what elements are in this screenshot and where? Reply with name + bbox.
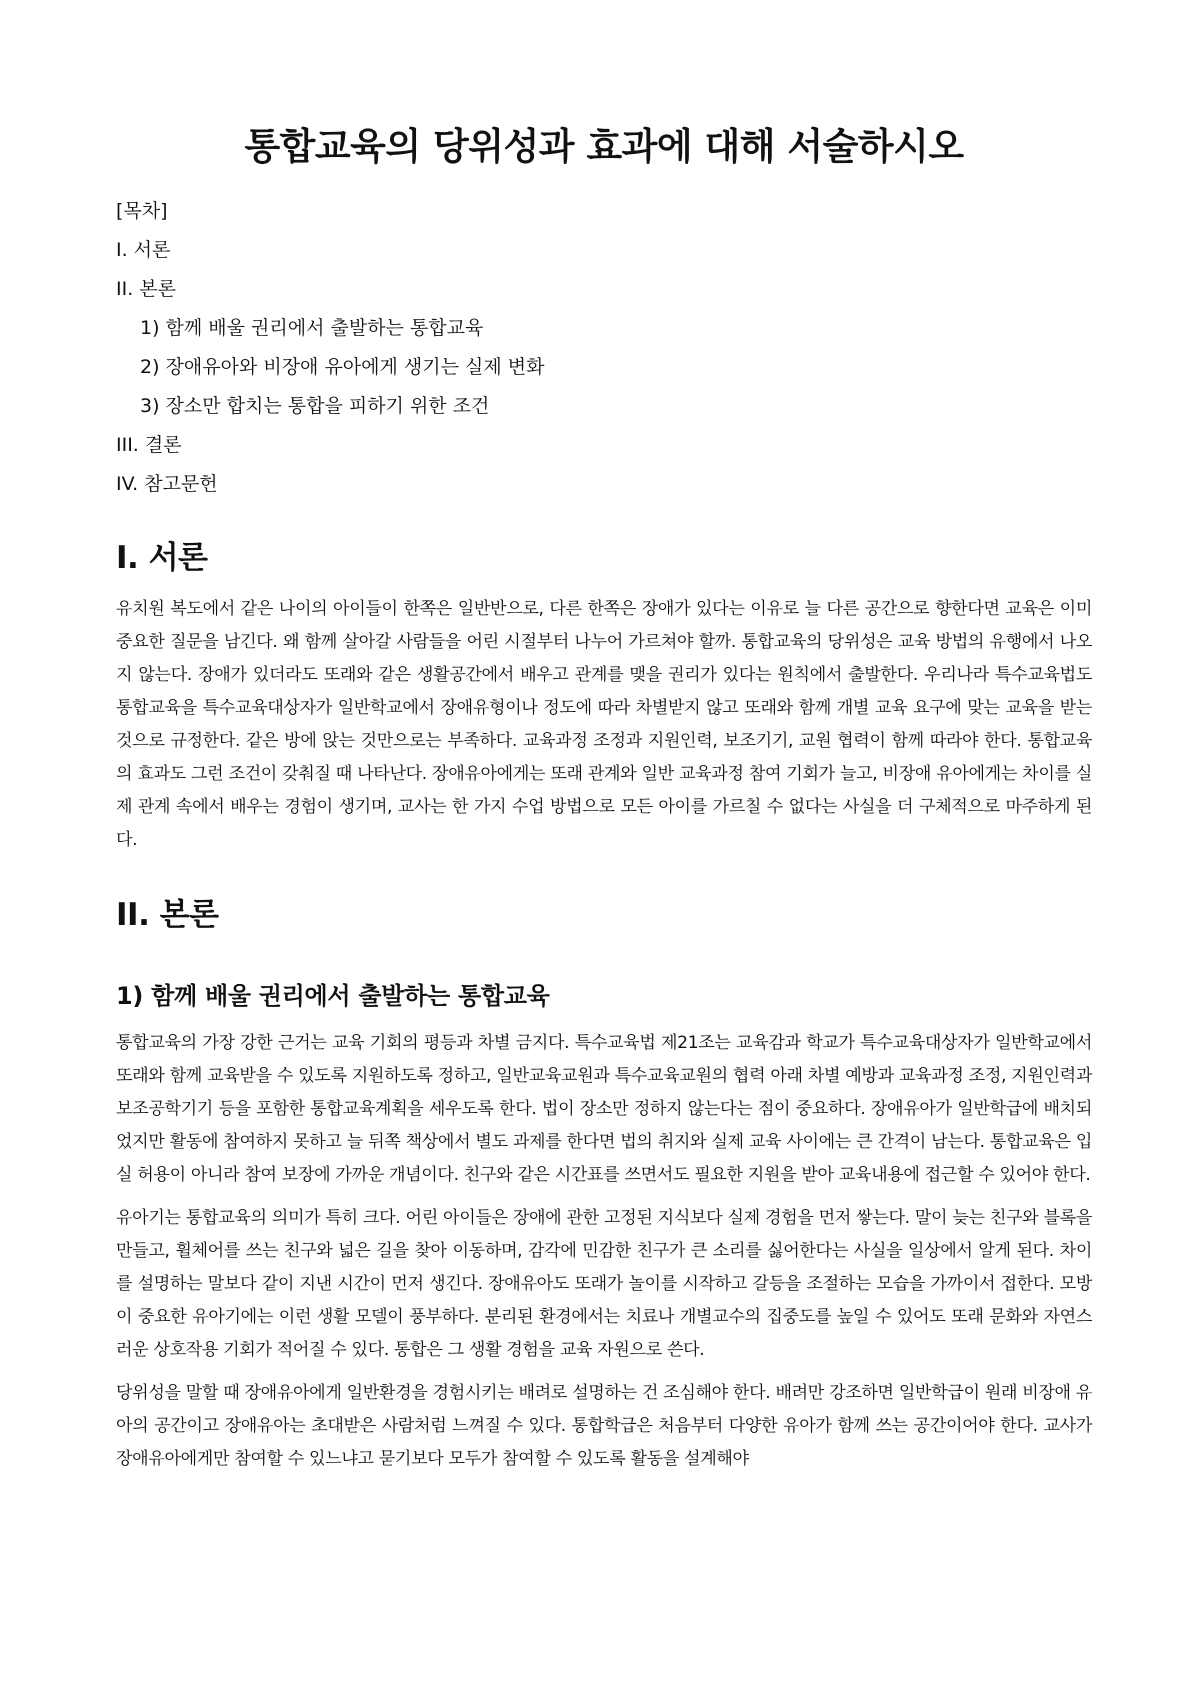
toc-item-body-sub1: 1) 함께 배울 권리에서 출발하는 통합교육 [140,317,484,339]
toc-item-intro: I. 서론 [116,239,171,261]
subsection-1-paragraph-2: 유아기는 통합교육의 의미가 특히 크다. 어린 아이들은 장애에 관한 고정된 지식보다 실제 경험을 먼저 쌓는다. 말이 늦는 친구와 블록을 만들고, 휠체어를 쓰는 친구와 넓은 길을 찾아 이동하며, 감각에 민감한 친구가 큰 소리를 싫어한다는 사실을 일상에서 알게 된다. 차이를 설명하는 말보다 같이 지낸 시간이 먼저 생긴다. 장애유아도 또래가 놀이를 시작하고 갈등을 조절하는 모습을 가까이서 접한다. 모방이 중요한 유아기에는 이런 생활 모델이 풍부하다. 분리된 환경에서는 치료나 개별교수의 집중도를 높일 수 있어도 또래 문화와 자연스러운 상호작용 기회가 적어질 수 있다. 통합은 그 생활 경험을 교육 자원으로 쓴다. [116,1208,1092,1360]
table-of-contents [116,192,1092,504]
toc-item-body-sub2: 2) 장애유아와 비장애 유아에게 생기는 실제 변화 [140,356,545,378]
intro-heading: I. 서론 [116,540,208,576]
subsection-1-heading: 1) 함께 배울 권리에서 출발하는 통합교육 [116,982,550,1010]
subsection-1-paragraph-1: 통합교육의 가장 강한 근거는 교육 기회의 평등과 차별 금지다. 특수교육법 제21조는 교육감과 학교가 특수교육대상자가 일반학교에서 또래와 함께 교육받을 수 있도록 지원하도록 정하고, 일반교육교원과 특수교육교원의 협력 아래 차별 예방과 교육과정 조정, 지원인력과 보조공학기기 등을 포함한 통합교육계획을 세우도록 한다. 법이 장소만 정하지 않는다는 점이 중요하다. 장애유아가 일반학급에 배치되었지만 활동에 참여하지 못하고 늘 뒤쪽 책상에서 별도 과제를 한다면 법의 취지와 실제 교육 사이에는 큰 간격이 남는다. 통합교육은 입실 허용이 아니라 참여 보장에 가까운 개념이다. 친구와 같은 시간표를 쓰면서도 필요한 지원을 받아 교육내용에 접근할 수 있어야 한다. [116,1033,1092,1185]
toc-item-body-sub3: 3) 장소만 합치는 통합을 피하기 위한 조건 [140,395,490,417]
subsection-1-paragraph-3: 당위성을 말할 때 장애유아에게 일반환경을 경험시키는 배려로 설명하는 건 조심해야 한다. 배려만 강조하면 일반학급이 원래 비장애 유아의 공간이고 장애유아는 초대받은 사람처럼 느껴질 수 있다. 통합학급은 처음부터 다양한 유아가 함께 쓰는 공간이어야 한다. 교사가 장애유아에게만 참여할 수 있느냐고 묻기보다 모두가 참여할 수 있도록 활동을 설계해야 [116,1383,1092,1469]
toc-item-conclusion: III. 결론 [116,434,182,456]
toc-label: [목차] [116,200,168,222]
intro-paragraph: 유치원 복도에서 같은 나이의 아이들이 한쪽은 일반반으로, 다른 한쪽은 장애가 있다는 이유로 늘 다른 공간으로 향한다면 교육은 이미 중요한 질문을 남긴다. 왜 함께 살아갈 사람들을 어린 시절부터 나누어 가르쳐야 할까. 통합교육의 당위성은 교육 방법의 유행에서 나오지 않는다. 장애가 있더라도 또래와 같은 생활공간에서 배우고 관계를 맺을 권리가 있다는 원칙에서 출발한다. 우리나라 특수교육법도 통합교육을 특수교육대상자가 일반학교에서 장애유형이나 정도에 따라 차별받지 않고 또래와 함께 개별 교육 요구에 맞는 교육을 받는 것으로 규정한다. 같은 방에 앉는 것만으로는 부족하다. 교육과정 조정과 지원인력, 보조기기, 교원 협력이 함께 따라야 한다. 통합교육의 효과도 그런 조건이 갖춰질 때 나타난다. 장애유아에게는 또래 관계와 일반 교육과정 참여 기회가 늘고, 비장애 유아에게는 차이를 실제 관계 속에서 배우는 경험이 생기며, 교사는 한 가지 수업 방법으로 모든 아이를 가르칠 수 없다는 사실을 더 구체적으로 마주하게 된다. [116,599,1092,850]
toc-item-body: II. 본론 [116,278,176,300]
document-title: 통합교육의 당위성과 효과에 대해 서술하시오 [244,125,964,168]
body-heading: II. 본론 [116,897,219,933]
toc-item-references: IV. 참고문헌 [116,473,218,495]
